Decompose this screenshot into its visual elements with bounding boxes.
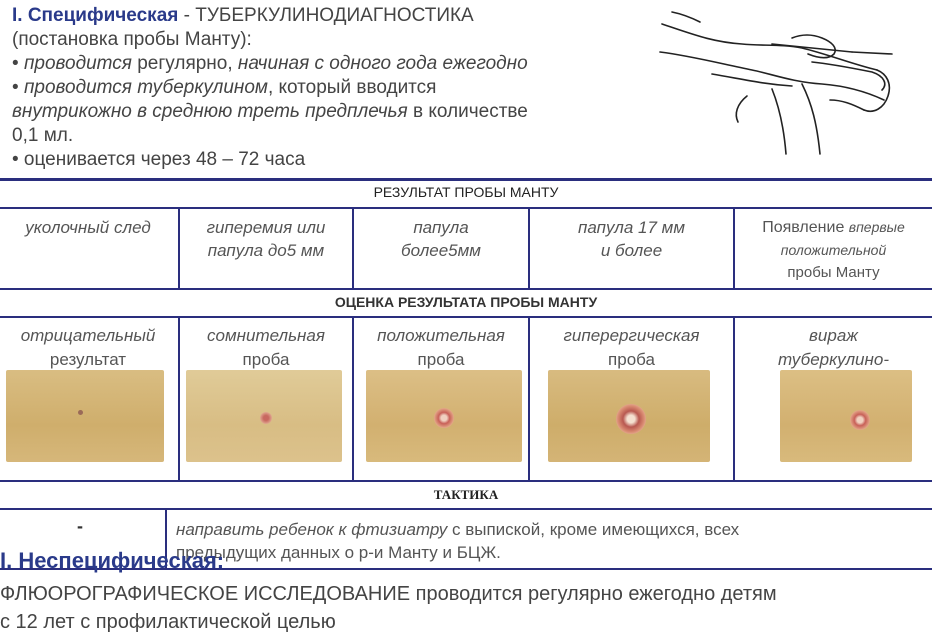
result-caption: РЕЗУЛЬТАТ ПРОБЫ МАНТУ [373,184,559,200]
eval-row-rule [0,480,932,482]
bullet-3: • оценивается через 48 – 72 часа [12,149,306,170]
result-cell-1: уколочный след [25,218,151,237]
tactics-text: направить ребенок к фтизиатру с выпиской, кроме имеющихся, всех предыдущих данных о р-и Манту и БЦЖ. [176,520,740,562]
bullet-2-line3: 0,1 мл. [12,125,74,146]
eval-caption: ОЦЕНКА РЕЗУЛЬТАТА ПРОБЫ МАНТУ [334,294,598,310]
bullet-2-line2: внутрикожно в среднюю треть предплечья в количестве [12,101,528,122]
nonspecific-title: I. Неспецифическая: [0,548,225,573]
tactics-dash: - [77,516,83,536]
heading-bold: I. Специфическая [12,5,179,26]
skin-photo-positive [366,370,522,462]
result-row-rule [0,288,932,290]
heading-rest: - ТУБЕРКУЛИНОДИАГНОСТИКА [178,5,474,26]
result-cell-5: Появление впервые положительной пробы Манту [762,219,905,281]
eval-cell-4: гиперергическая проба [563,326,700,369]
tactics-caption: ТАКТИКА [433,487,499,502]
eval-header-rule [0,316,932,318]
result-cell-3: папула более5мм [401,218,481,260]
table-top-rule [0,178,932,181]
eval-cell-1: отрицательный результат [20,326,156,369]
large-papule-mark [616,404,646,434]
injection-illustration [652,4,932,164]
nonspecific-text: ФЛЮОРОГРАФИЧЕСКОЕ ИССЛЕДОВАНИЕ проводится регулярно ежегодно детям с 12 лет с профилактической целью [0,583,777,633]
puncture-mark [78,410,83,415]
result-cell-2: гиперемия или папула до5 мм [206,218,326,260]
skin-photo-negative [6,370,164,462]
intro-line2: (постановка пробы Манту): [12,29,252,50]
result-header-rule [0,207,932,209]
papule-mark [434,408,454,428]
tactics-header-rule [0,508,932,510]
skin-photo-doubtful [186,370,342,462]
eval-cell-2: сомнительная проба [207,326,325,369]
intro-block [12,4,662,172]
bullet-1: • проводится регулярно, начиная с одного года ежегодно [12,53,528,74]
skin-photo-hyperergic [548,370,710,462]
papule-mark [850,410,870,430]
result-cell-4: папула 17 мм и более [578,218,685,260]
hyperemia-mark [260,412,272,424]
skin-photo-virage [780,370,912,462]
eval-cell-5: вираж туберкулино- [778,326,889,369]
bullet-2: • проводится туберкулином, который вводится [12,77,437,98]
eval-cell-3: положительная проба [377,326,505,369]
